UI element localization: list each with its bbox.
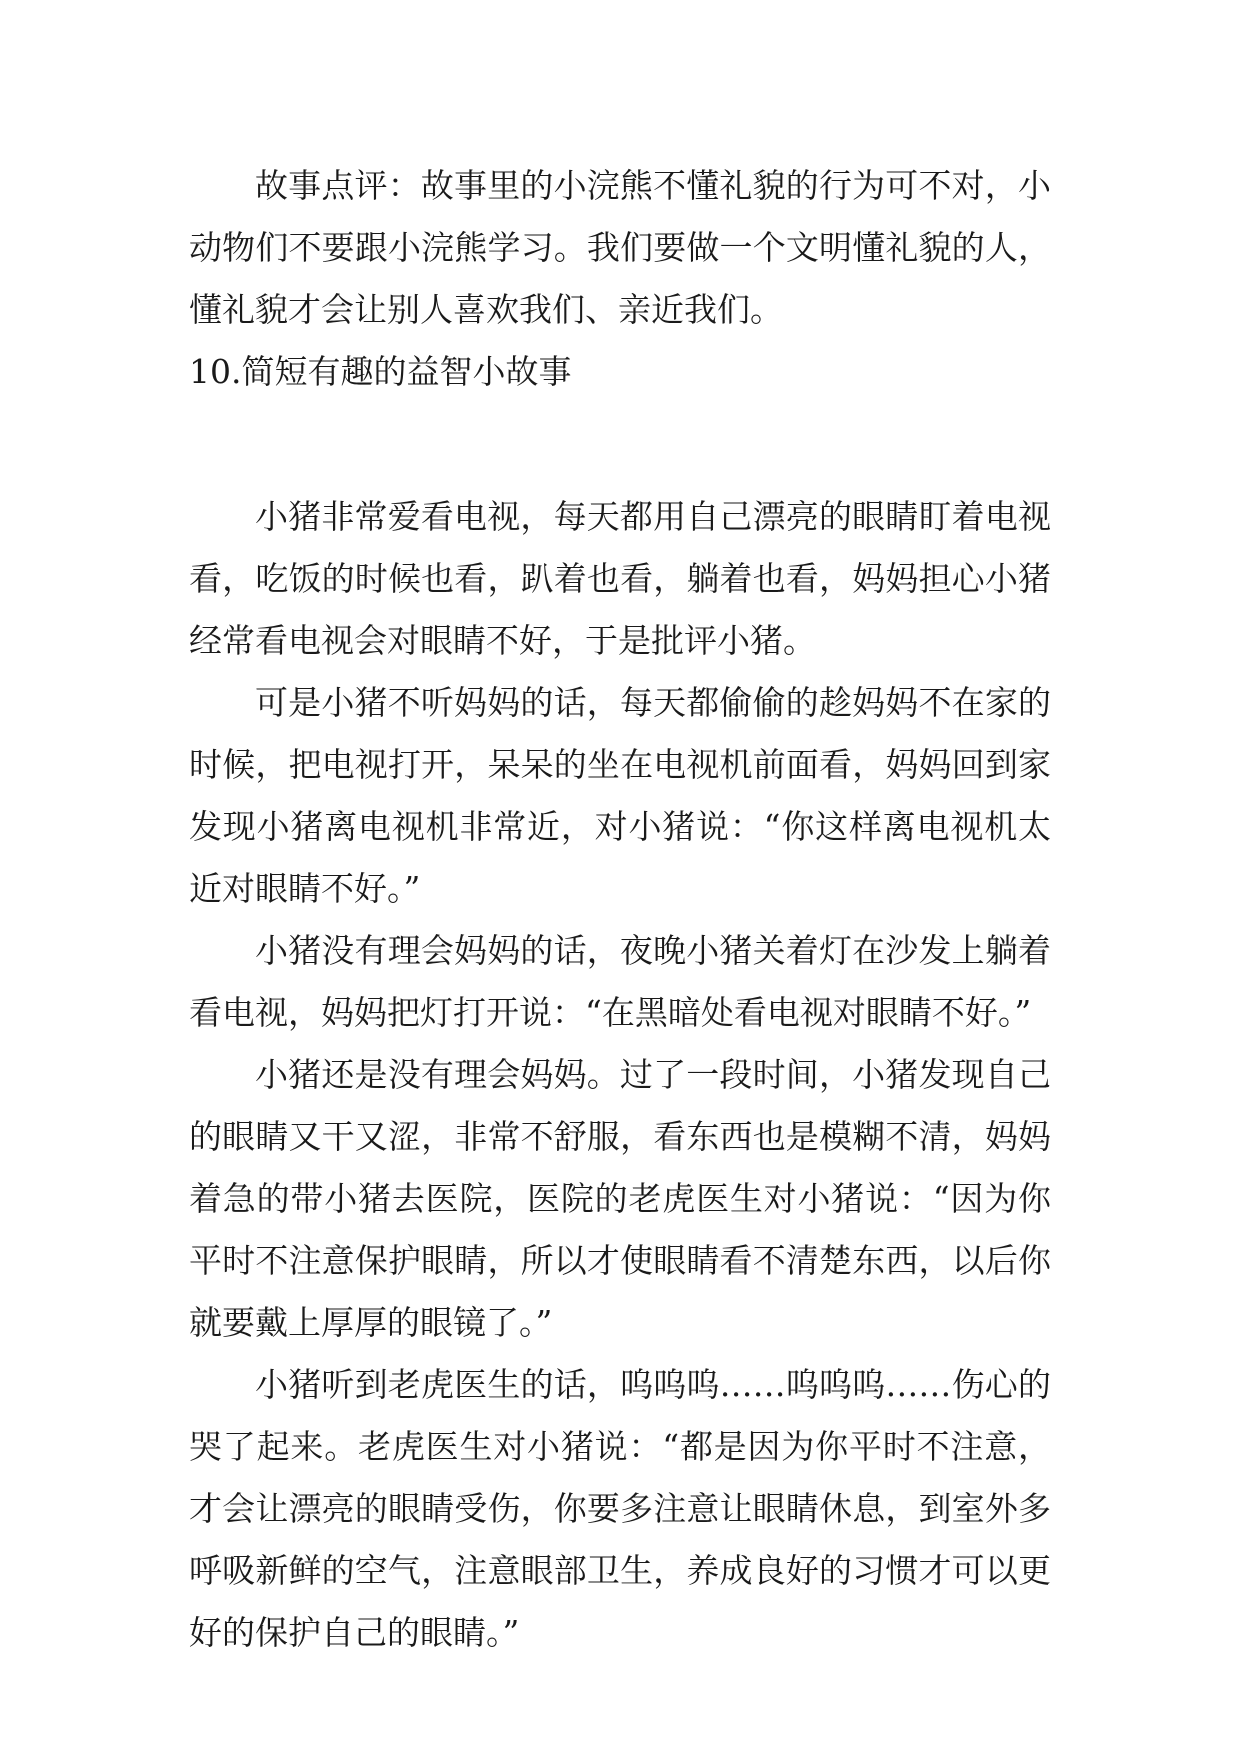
story-paragraph-3: 小猪没有理会妈妈的话，夜晚小猪关着灯在沙发上躺着看电视，妈妈把灯打开说：“在黑暗处看电视对眼睛不好。” <box>189 931 1051 1032</box>
section-title: 10.简短有趣的益智小故事 <box>189 352 572 391</box>
story-review-paragraph: 故事点评：故事里的小浣熊不懂礼貌的行为可不对，小动物们不要跟小浣熊学习。我们要做一个文明懂礼貌的人，懂礼貌才会让别人喜欢我们、亲近我们。 <box>189 166 1051 329</box>
document-body <box>189 155 1051 1664</box>
story-paragraph-2: 可是小猪不听妈妈的话，每天都偷偷的趁妈妈不在家的时候，把电视打开，呆呆的坐在电视机前面看，妈妈回到家发现小猪离电视机非常近，对小猪说：“你这样离电视机太近对眼睛不好。” <box>189 683 1051 908</box>
story-paragraph-5: 小猪听到老虎医生的话，呜呜呜……呜呜呜……伤心的哭了起来。老虎医生对小猪说：“都是因为你平时不注意，才会让漂亮的眼睛受伤，你要多注意让眼睛休息，到室外多呼吸新鲜的空气，注意眼部卫生，养成良好的习惯才可以更好的保护自己的眼睛。” <box>189 1365 1051 1652</box>
story-paragraph-4: 小猪还是没有理会妈妈。过了一段时间，小猪发现自己的眼睛又干又涩，非常不舒服，看东西也是模糊不清，妈妈着急的带小猪去医院，医院的老虎医生对小猪说：“因为你平时不注意保护眼睛，所以才使眼睛看不清楚东西，以后你就要戴上厚厚的眼镜了。” <box>189 1055 1051 1342</box>
story-paragraph-1: 小猪非常爱看电视，每天都用自己漂亮的眼睛盯着电视看，吃饭的时候也看，趴着也看，躺着也看，妈妈担心小猪经常看电视会对眼睛不好，于是批评小猪。 <box>189 497 1051 660</box>
section-spacer <box>189 403 1051 486</box>
